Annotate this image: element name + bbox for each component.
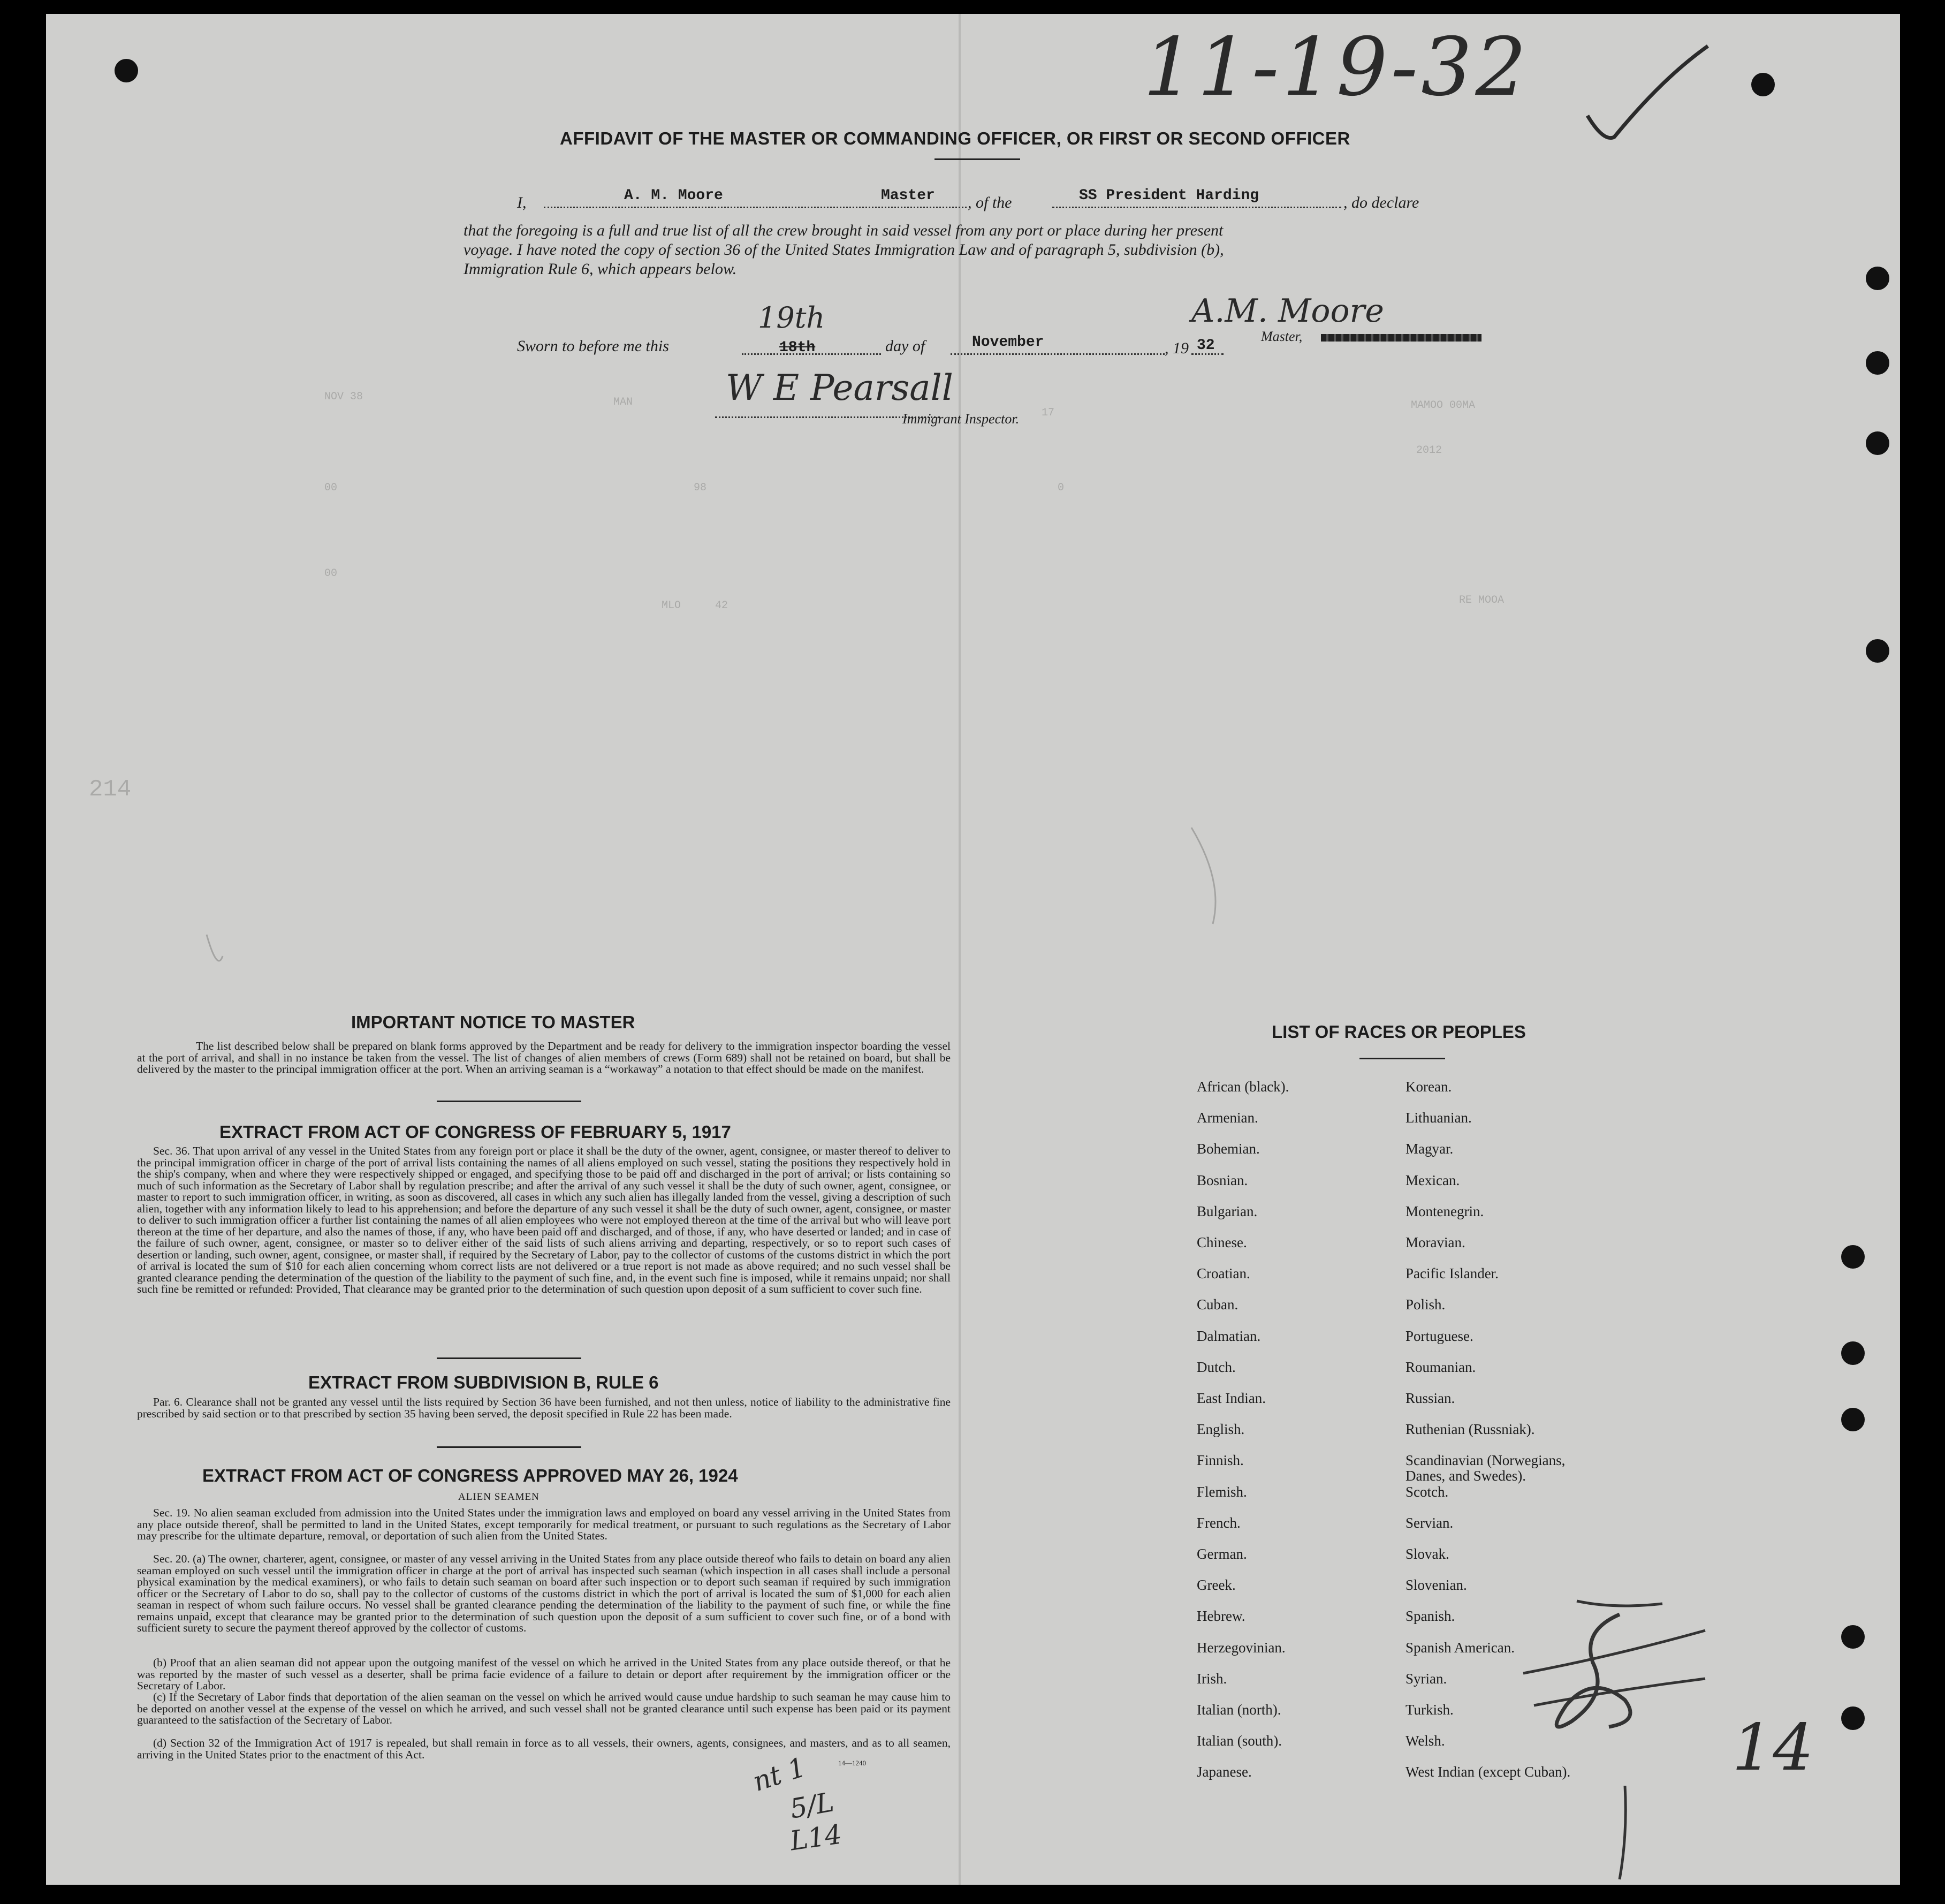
race-item: Dutch. — [1197, 1359, 1236, 1375]
punch-hole — [1841, 1706, 1865, 1730]
document-page — [46, 14, 1900, 1885]
race-item: East Indian. — [1197, 1390, 1266, 1406]
month: November — [972, 334, 1044, 351]
race-item: Scotch. — [1405, 1483, 1449, 1500]
year-prefix: , 19 — [1165, 339, 1189, 357]
svg-text:MAN: MAN — [613, 396, 633, 408]
race-item: Servian. — [1405, 1514, 1454, 1531]
handwritten-date: 11-19-32 — [1143, 21, 1530, 114]
race-item: Finnish. — [1197, 1452, 1244, 1469]
name-line — [544, 207, 967, 208]
race-item: Roumanian. — [1405, 1359, 1476, 1375]
race-item: Welsh. — [1405, 1733, 1445, 1749]
race-item: Bosnian. — [1197, 1172, 1248, 1188]
race-item: Bohemian. — [1197, 1141, 1260, 1157]
struck-out-text — [1321, 334, 1481, 342]
rule-6-text: Par. 6. Clearance shall not be granted any vessel until the lists required by Section 36 have been furnished, and not then unless, notice of liability to the administrative fine prescribed by said section or to that prescribed by section 35 having been served, the deposit specified in Rule 22 has been made. — [137, 1395, 951, 1420]
month-line — [951, 353, 1165, 355]
race-item: Magyar. — [1405, 1141, 1454, 1157]
inspector-label: Immigrant Inspector. — [902, 411, 1020, 427]
svg-text:MLO: MLO — [662, 600, 681, 612]
race-item: Slovenian. — [1405, 1577, 1467, 1594]
rule-6-title: EXTRACT FROM SUBDIVISION B, RULE 6 — [308, 1372, 659, 1392]
master-rank: Master — [881, 187, 935, 204]
margin-stroke — [1614, 1786, 1636, 1882]
race-item: Spanish. — [1405, 1608, 1455, 1625]
races-title-divider — [1359, 1058, 1445, 1059]
extract-1924-title: EXTRACT FROM ACT OF CONGRESS APPROVED MAY 26, 1924 — [202, 1466, 738, 1485]
race-item: Italian (north). — [1197, 1702, 1281, 1718]
race-item: Italian (south). — [1197, 1733, 1282, 1749]
declaration-line-4: Immigration Rule 6, which appears below. — [464, 260, 737, 278]
svg-text:MAMOO 00MA: MAMOO 00MA — [1411, 399, 1476, 412]
svg-text:00: 00 — [324, 482, 338, 494]
svg-text:00: 00 — [324, 567, 338, 580]
handwritten-note-line-3: L14 — [788, 1818, 844, 1857]
race-item: German. — [1197, 1546, 1247, 1562]
alien-seamen-subtitle: ALIEN SEAMEN — [458, 1491, 540, 1503]
race-item: Armenian. — [1197, 1110, 1258, 1126]
sworn-prefix: Sworn to before me this — [517, 337, 669, 355]
svg-text:42: 42 — [715, 600, 728, 612]
master-label: Master, — [1261, 329, 1303, 344]
race-item: Spanish American. — [1405, 1639, 1515, 1656]
race-item: French. — [1197, 1514, 1241, 1531]
race-item: Slovak. — [1405, 1546, 1449, 1562]
punch-hole — [1841, 1245, 1865, 1269]
race-item: Scandinavian (Norwegians, Danes, and Swedes). — [1405, 1452, 1566, 1484]
race-item: Moravian. — [1405, 1234, 1465, 1250]
punch-hole — [1841, 1625, 1865, 1649]
race-item: Chinese. — [1197, 1234, 1247, 1250]
race-item: Herzegovinian. — [1197, 1639, 1286, 1656]
race-item: Irish. — [1197, 1670, 1227, 1687]
sec-20c-text: (c) If the Secretary of Labor finds that deportation of the alien seaman on the vessel on which he arrived would cause undue hardship to such seaman he may cause him to be deported on another vessel at the expense of the vessel on which he arrived, and such vessel shall not be granted clearance until such expense has been paid or its payment guaranteed to the satisfaction of the Secretary of Labor. — [137, 1690, 951, 1726]
race-item: Japanese. — [1197, 1764, 1252, 1780]
declaration-line-2: that the foregoing is a full and true list of all the crew brought in said vessel from any port or place during her present — [464, 222, 1224, 239]
master-name: A. M. Moore — [624, 187, 723, 204]
race-item: Flemish. — [1197, 1483, 1247, 1500]
master-signature: A.M. Moore — [1191, 292, 1384, 330]
punch-hole — [1841, 1408, 1865, 1431]
vessel-line — [1052, 207, 1341, 208]
handwritten-note-line-1: nt 1 — [749, 1751, 810, 1798]
check-mark-icon — [1582, 35, 1716, 148]
svg-text:17: 17 — [1042, 407, 1055, 419]
day-of-label: day of — [885, 337, 925, 355]
declaration-i: I, — [517, 194, 527, 211]
sec-20b-text: (b) Proof that an alien seaman did not appear upon the outgoing manifest of the vessel on which he arrived in the United States from any place outside thereof, or that he was reported by the master of such vessel as a deserter, shall be prima facie evidence of a failure to detain or deport after requirement by the immigration officer or the Secretary of Labor. — [137, 1656, 951, 1692]
vessel-name: SS President Harding — [1079, 187, 1259, 204]
race-item: Lithuanian. — [1405, 1110, 1472, 1126]
punch-hole — [115, 59, 138, 82]
notice-text: The list described below shall be prepared on blank forms approved by the Department and be ready for delivery to the immigration inspector boarding the vessel at the port of arrival, and shall in no instance be taken from the vessel. The list of changes of alien members of crews (Form 689) shall not be retained on board, but shall be delivered by the master to the principal immigration officer at the port. When an arriving seaman is a “workaway” a notation to that effect should be made on the manifest. — [137, 1040, 951, 1075]
race-item: Dalmatian. — [1197, 1328, 1261, 1344]
rule-6-divider — [437, 1446, 581, 1448]
notice-title: IMPORTANT NOTICE TO MASTER — [351, 1012, 635, 1032]
race-item: Turkish. — [1405, 1702, 1454, 1718]
race-item: Cuban. — [1197, 1296, 1239, 1313]
race-item: English. — [1197, 1421, 1245, 1438]
race-item: Ruthenian (Russniak). — [1405, 1421, 1535, 1438]
race-item: Portuguese. — [1405, 1328, 1473, 1344]
handwritten-note-line-2: 5/L — [787, 1786, 837, 1825]
race-item: Croatian. — [1197, 1265, 1250, 1282]
declaration-do-declare: , do declare — [1343, 194, 1419, 211]
svg-text:RE MOOA: RE MOOA — [1459, 594, 1505, 606]
title-divider — [934, 158, 1020, 160]
extract-1917-title: EXTRACT FROM ACT OF CONGRESS OF FEBRUARY 5, 1917 — [219, 1122, 731, 1142]
handwritten-scrawl — [1502, 1598, 1716, 1748]
sec-20d-text: (d) Section 32 of the Immigration Act of 1917 is repealed, but shall remain in force as to all vessels, their owners, agents, consignees, and masters, and as to all seamen, arriving in the United States prior to the enactment of this Act. — [137, 1736, 951, 1761]
bleed-through-marks — [46, 356, 1898, 999]
races-title: LIST OF RACES OR PEOPLES — [1272, 1022, 1526, 1042]
declaration-line-3: voyage. I have noted the copy of section 36 of the United States Immigration Law and of paragraph 5, subdivision (b), — [464, 241, 1224, 259]
punch-hole — [1751, 73, 1775, 96]
race-item: Greek. — [1197, 1577, 1236, 1594]
race-item: Hebrew. — [1197, 1608, 1245, 1625]
race-item: Mexican. — [1405, 1172, 1460, 1188]
extract-1917-divider — [437, 1357, 581, 1359]
svg-text:98: 98 — [694, 482, 707, 494]
race-item: Korean. — [1405, 1079, 1452, 1095]
svg-text:2012: 2012 — [1416, 444, 1442, 457]
year-suffix: 32 — [1197, 337, 1215, 354]
race-item: West Indian (except Cuban). — [1405, 1764, 1571, 1780]
day-typed: 18th — [779, 339, 816, 356]
race-item: Russian. — [1405, 1390, 1455, 1406]
extract-1917-text: Sec. 36. That upon arrival of any vessel in the United States from any foreign port or place it shall be the duty of the owner, agent, consignee, or master thereof to deliver to the principal immigration officer in charge of the port of arrival lists containing the names of all aliens employed on such vessel, stating the positions they respectively hold in the ship's company, when and where they were respectively shipped or engaged, and specifying those to be paid off and discharged in the port of arrival; or lists containing so much of such information as the Secretary of Labor shall by regulation prescribe; and after the arrival of any such vessel it shall be the duty of such owner, agent, consignee, or master to report to such immigration officer, in writing, as soon as discovered, all cases in which any such alien has illegally landed from the vessel, giving a description of such alien, together with any information likely to lead to his apprehension; and before the departure of any such vessel it shall be the duty of such owner, agent, consignee, or master to deliver to such immigration officer a further list containing the names of all alien employees who were not employed thereon at the time of the arrival but who will leave port thereon at the time of her departure, and also the names of those, if any, who have been paid off and discharged, and of those, if any, who have deserted or landed; and in case of the failure of such owner, agent, consignee, or master so to deliver either of the said lists of such aliens arriving and departing, respectively, or so to report such cases of desertion or landing, such owner, agent, consignee, or master shall, if required by the Secretary of Labor, pay to the collector of customs of the customs district in which the port of arrival is located the sum of $10 for each alien concerning whom correct lists are not delivered or a true report is not made as above required; and no such vessel shall be granted clearance pending the determination of the question of the liability to the payment of such fine, and, in the event such fine is imposed, while it remains unpaid; nor shall such fine be remitted or refunded: Provided, That clearance may be granted prior to the determination of such question upon deposit of a sum sufficient to cover such fine. — [137, 1144, 951, 1295]
sec-20a-text: Sec. 20. (a) The owner, charterer, agent, consignee, or master of any vessel arriving in the United States from any place outside thereof who fails to detain on board any alien seaman employed on such vessel until the immigration officer in charge at the port of arrival has inspected such seaman (which inspection in all cases shall include a personal physical examination by the medical examiners), or who fails to detain such seaman on board after such inspection or to deport such seaman if required by such immigration officer or the Secretary of Labor to do so, shall pay to the collector of customs of the customs district in which the port of arrival is located the sum of $1,000 for each alien seaman in respect of whom such failure occurs. No vessel shall be granted clearance pending the determination of the liability to the payment of such fine, or while the fine remains unpaid, except that clearance may be granted prior to the determination of such question upon the deposit of a sum sufficient to cover such fine, or of a bond with sufficient surety to secure the payment thereof approved by the collector of customs. — [137, 1552, 951, 1634]
svg-text:0: 0 — [1058, 482, 1065, 494]
race-item: African (black). — [1197, 1079, 1289, 1095]
svg-text:214: 214 — [89, 776, 132, 803]
handwritten-page-number: 14 — [1732, 1711, 1814, 1785]
race-item: Montenegrin. — [1405, 1203, 1484, 1219]
day-handwritten: 19th — [758, 301, 825, 335]
declaration-of-the: , of the — [968, 194, 1012, 211]
punch-hole — [1866, 267, 1889, 290]
inspector-signature: W E Pearsall — [726, 367, 953, 408]
notice-divider — [437, 1101, 581, 1102]
form-number: 14—1240 — [838, 1759, 866, 1767]
race-item: Pacific Islander. — [1405, 1265, 1499, 1282]
punch-hole — [1841, 1341, 1865, 1365]
svg-text:NOV 38: NOV 38 — [324, 391, 363, 403]
sec-19-text: Sec. 19. No alien seaman excluded from admission into the United States under the immigration laws and employed on board any vessel arriving in the United States from any place outside thereof, shall be permitted to land in the United States, except temporarily for medical treatment, or pursuant to such regulations as the Secretary of Labor may prescribe for the ultimate departure, removal, or deportation of such alien from the United States. — [137, 1506, 951, 1542]
race-item: Bulgarian. — [1197, 1203, 1258, 1219]
race-item: Syrian. — [1405, 1670, 1447, 1687]
year-line — [1191, 353, 1224, 355]
race-item: Polish. — [1405, 1296, 1446, 1313]
affidavit-title: AFFIDAVIT OF THE MASTER OR COMMANDING OFFICER, OR FIRST OR SECOND OFFICER — [560, 128, 1350, 148]
